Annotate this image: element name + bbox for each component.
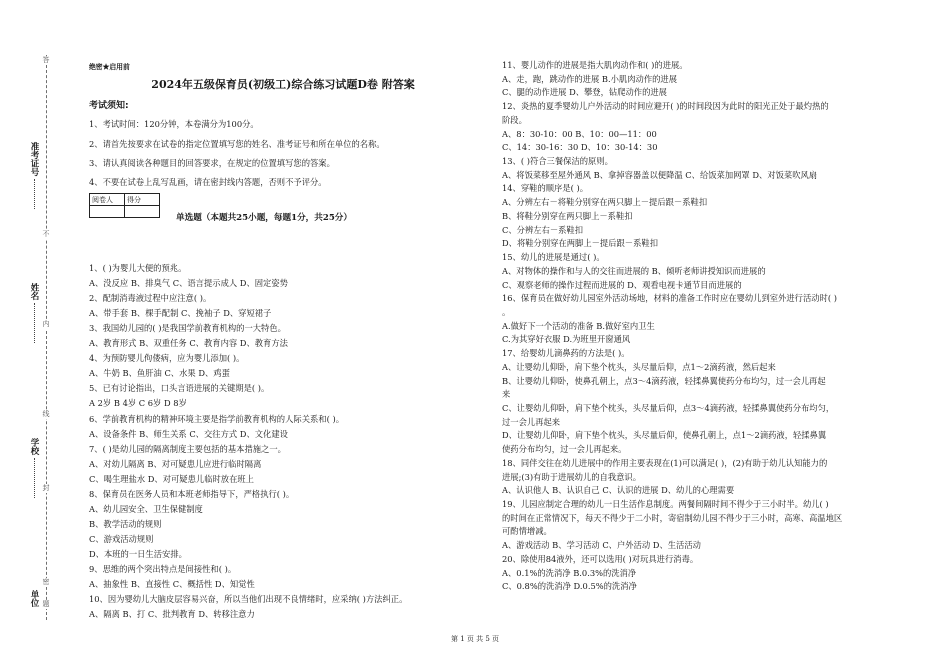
exam-number-blank [34, 179, 35, 209]
question-line: B、让婴幼儿仰卧，使鼻孔朝上，点3～4滴药液，轻揉鼻翼使药分布均匀，过一会儿再起 [502, 375, 826, 386]
exam-number-label: 准考证号 [29, 142, 39, 176]
question-line: A、带手套 B、棵手配制 C、挽袖子 D、穿短裙子 [89, 308, 272, 319]
question-line: 17、给婴幼儿滴鼻药的方法是( )。 [502, 348, 630, 359]
school-label: 学校 [29, 438, 39, 455]
notice-item: 3、请认真阅读各种题目的回答要求，在规定的位置填写您的答案。 [89, 158, 335, 168]
question-line: C.为其穿好衣服 D.为班里开窗通风 [502, 334, 631, 345]
question-line: 12、炎热的夏季婴幼儿户外活动的时间应避开( )的时间段因为此时的阳光正处于最灼热的 [502, 101, 829, 112]
cut-mark: 封 [42, 484, 50, 492]
question-line: B、教学活动的规则 [89, 518, 162, 529]
cut-mark: 内 [42, 320, 50, 328]
question-line: A、游戏活动 B、学习活动 C、户外活动 D、生活活动 [502, 540, 701, 551]
question-line: 来 [502, 389, 511, 400]
page-title: 2024年五级保育员(初级工)综合练习试题D卷 附答案 [151, 78, 415, 91]
question-line: 20、除使用84液外，还可以选用( )对玩具进行消毒。 [502, 553, 699, 564]
question-line: B、将鞋分别穿在两只脚上－系鞋扣 [502, 210, 633, 221]
question-line: A 2岁 B 4岁 C 6岁 D 8岁 [89, 398, 187, 409]
question-line: C、0.8%的洗消净 D.0.5%的洗消净 [502, 581, 637, 592]
question-line: 可酌情增减。 [502, 526, 552, 537]
question-line: 19、儿园应制定合理的幼儿一日生活作息制度。两餐间隔时间不得少于三小时半。幼儿( ) [502, 499, 829, 510]
question-line: 7、( )是幼儿园的隔离制度主要包括的基本措施之一。 [89, 443, 286, 454]
name-blank [34, 303, 35, 343]
question-line: 15、幼儿的进展是通过( )。 [502, 252, 605, 263]
grader-header: 阅卷人 [90, 194, 125, 206]
question-line: C、14：30-16：30 D、10：30-14：30 [502, 142, 658, 153]
cut-mark: 线 [42, 410, 50, 418]
question-line: 16、保育员在做好幼儿园室外活动场地，材料的准备工作时应在婴幼儿到室外进行活动时( ) [502, 293, 837, 304]
question-line: 1、( )为婴儿大便的预兆。 [89, 263, 187, 273]
score-header: 得分 [125, 194, 160, 206]
question-line: C、喝生理盐水 D、对可疑患儿临时放在班上 [89, 473, 254, 484]
notice-item: 2、请首先按要求在试卷的指定位置填写您的姓名、准考证号和所在单位的名称。 [89, 139, 385, 149]
name-label: 姓名 [29, 283, 39, 300]
cut-mark: 答 [42, 56, 50, 64]
question-line: 8、保育员在医务人员和本班老师指导下，严格执行( )。 [89, 488, 295, 499]
name-field [28, 283, 40, 343]
question-line: A、幼儿园安全、卫生保健制度 [89, 503, 203, 514]
question-line: 的时间在正常情况下，每天不得少于二小时，寄宿制幼儿园不得少于三小时，高寒、高温地区 [502, 512, 843, 523]
cut-mark: 题 [42, 600, 50, 608]
question-line: A、认识他人 B、认识自己 C、认识的进展 D、幼儿的心理需要 [502, 485, 735, 496]
unit-field [28, 590, 40, 607]
question-line: A、让婴幼儿仰卧，肩下垫个枕头，头尽量后仰，点1～2滴药液，然后起来 [502, 361, 776, 372]
notice-item: 4、不要在试卷上乱写乱画，请在密封线内答题，否则不予评分。 [89, 177, 327, 187]
school-field [28, 438, 40, 498]
question-line: 使药分布均匀，过一会儿再起来。 [502, 444, 627, 455]
question-line: A、抽象性 B、直接性 C、概括性 D、知觉性 [89, 579, 255, 590]
question-line: D、让婴幼儿仰卧，肩下垫个枕头，头尽量后仰，使鼻孔朝上，点1～2滴药液，轻揉鼻翼 [502, 430, 827, 441]
question-line: 6、学前教育机构的精神环境主要是指学前教育机构的人际关系和( )。 [89, 413, 345, 424]
question-line: 3、我国幼儿园的( )是我国学前教育机构的一大特色。 [89, 323, 286, 334]
question-line: C、腿的动作进展 D、攀登，钻爬动作的进展 [502, 87, 667, 98]
seal-line [46, 55, 47, 620]
question-line: A、将饭菜移至屋外通风 B、拿掉容器盖以便降温 C、给饭菜加网罩 D、对饭菜吹风扇 [502, 169, 818, 180]
question-line: A、隔离 B、打 C、批判教育 D、转移注意力 [89, 609, 255, 620]
question-line: 13、( )符合三餐保洁的原则。 [502, 156, 613, 167]
question-line: A、0.1%的洗消净 B.0.3%的洗消净 [502, 567, 637, 578]
unit-label: 单位 [29, 590, 39, 607]
question-line: D、将鞋分别穿在两脚上－提后跟－系鞋扣 [502, 238, 658, 249]
score-cell [125, 206, 160, 218]
question-line: 阶段。 [502, 114, 527, 125]
exam-number-field [28, 142, 40, 209]
question-line: A、牛奶 B、鱼肝油 C、水果 D、鸡蛋 [89, 368, 230, 379]
question-line: A、分辨左右－将鞋分别穿在两只脚上－提后跟－系鞋扣 [502, 197, 708, 208]
question-line: C、让婴幼儿仰卧，肩下垫个枕头，头尽量后仰，点3～4滴药液，轻揉鼻翼使药分布均匀， [502, 403, 835, 413]
question-line: A、8：30-10：00 B、10：00—11：00 [502, 128, 657, 139]
question-line: 14、穿鞋的顺序是( )。 [502, 183, 589, 194]
school-blank [34, 458, 35, 498]
question-line: 5、已有讨论指出，口头言语进展的关键期是( )。 [89, 383, 270, 394]
notice-item: 1、考试时间：120分钟，本卷满分为100分。 [89, 119, 259, 129]
question-line: 进展;(3)有助于进展幼儿的自我意识。 [502, 471, 642, 482]
question-line: A、对幼儿隔离 B、对可疑患儿应进行临时隔离 [89, 458, 262, 469]
question-line: C、分辨左右－系鞋扣 [502, 224, 584, 235]
question-line: A、设备条件 B、师生关系 C、交往方式 D、文化建设 [89, 428, 288, 439]
question-line: A、没反应 B、排臭气 C、语言提示成人 D、固定姿势 [89, 278, 288, 289]
question-line: 2、配制消毒液过程中应注意( )。 [89, 293, 212, 304]
question-line: A、对物体的操作和与人的交往而进展的 B、倾听老师讲授知识而进展的 [502, 265, 766, 276]
confidential-label: 绝密★启用前 [89, 63, 130, 71]
question-line: 4、为预防婴儿佝偻病，应为婴儿添加( )。 [89, 353, 245, 364]
question-line: C、游戏活动规则 [89, 533, 154, 544]
question-line: 18、同伴交往在幼儿进展中的作用主要表现在(1)可以满足( )，(2)有助于幼儿认知能力的 [502, 457, 828, 468]
score-box [89, 193, 160, 218]
question-line: 。 [502, 306, 511, 317]
question-line: A.做好下一个活动的准备 B.做好室内卫生 [502, 320, 655, 331]
cut-mark: 密 [42, 578, 50, 586]
grader-cell [90, 206, 125, 218]
page-footer: 第 1 页 共 5 页 [450, 635, 500, 643]
question-line: D、本班的一日生活安排。 [89, 548, 187, 559]
question-line: A、教育形式 B、双重任务 C、教育内容 D、教育方法 [89, 338, 288, 349]
question-line: C、观察老师的操作过程而进展的 D、观看电视卡通节目而进展的 [502, 279, 742, 290]
seal-margin [0, 0, 70, 671]
cut-mark: 不 [42, 230, 50, 238]
question-line: 9、思维的两个突出特点是间接性和( )。 [89, 564, 237, 574]
question-line: A、走，跑，跳动作的进展 B.小肌肉动作的进展 [502, 73, 678, 84]
section-title: 单选题（本题共25小题，每题1分，共25分） [176, 213, 352, 223]
notice-heading: 考试须知: [89, 101, 129, 111]
question-line: 11、婴儿动作的进展是指大肌肉动作和( )的进展。 [502, 60, 688, 70]
question-line: 10、因为婴幼儿大脑皮层容易兴奋，所以当他们出现不良情绪时，应采纳( )方法纠正。 [89, 594, 408, 605]
question-line: 过一会儿再起来 [502, 416, 561, 427]
